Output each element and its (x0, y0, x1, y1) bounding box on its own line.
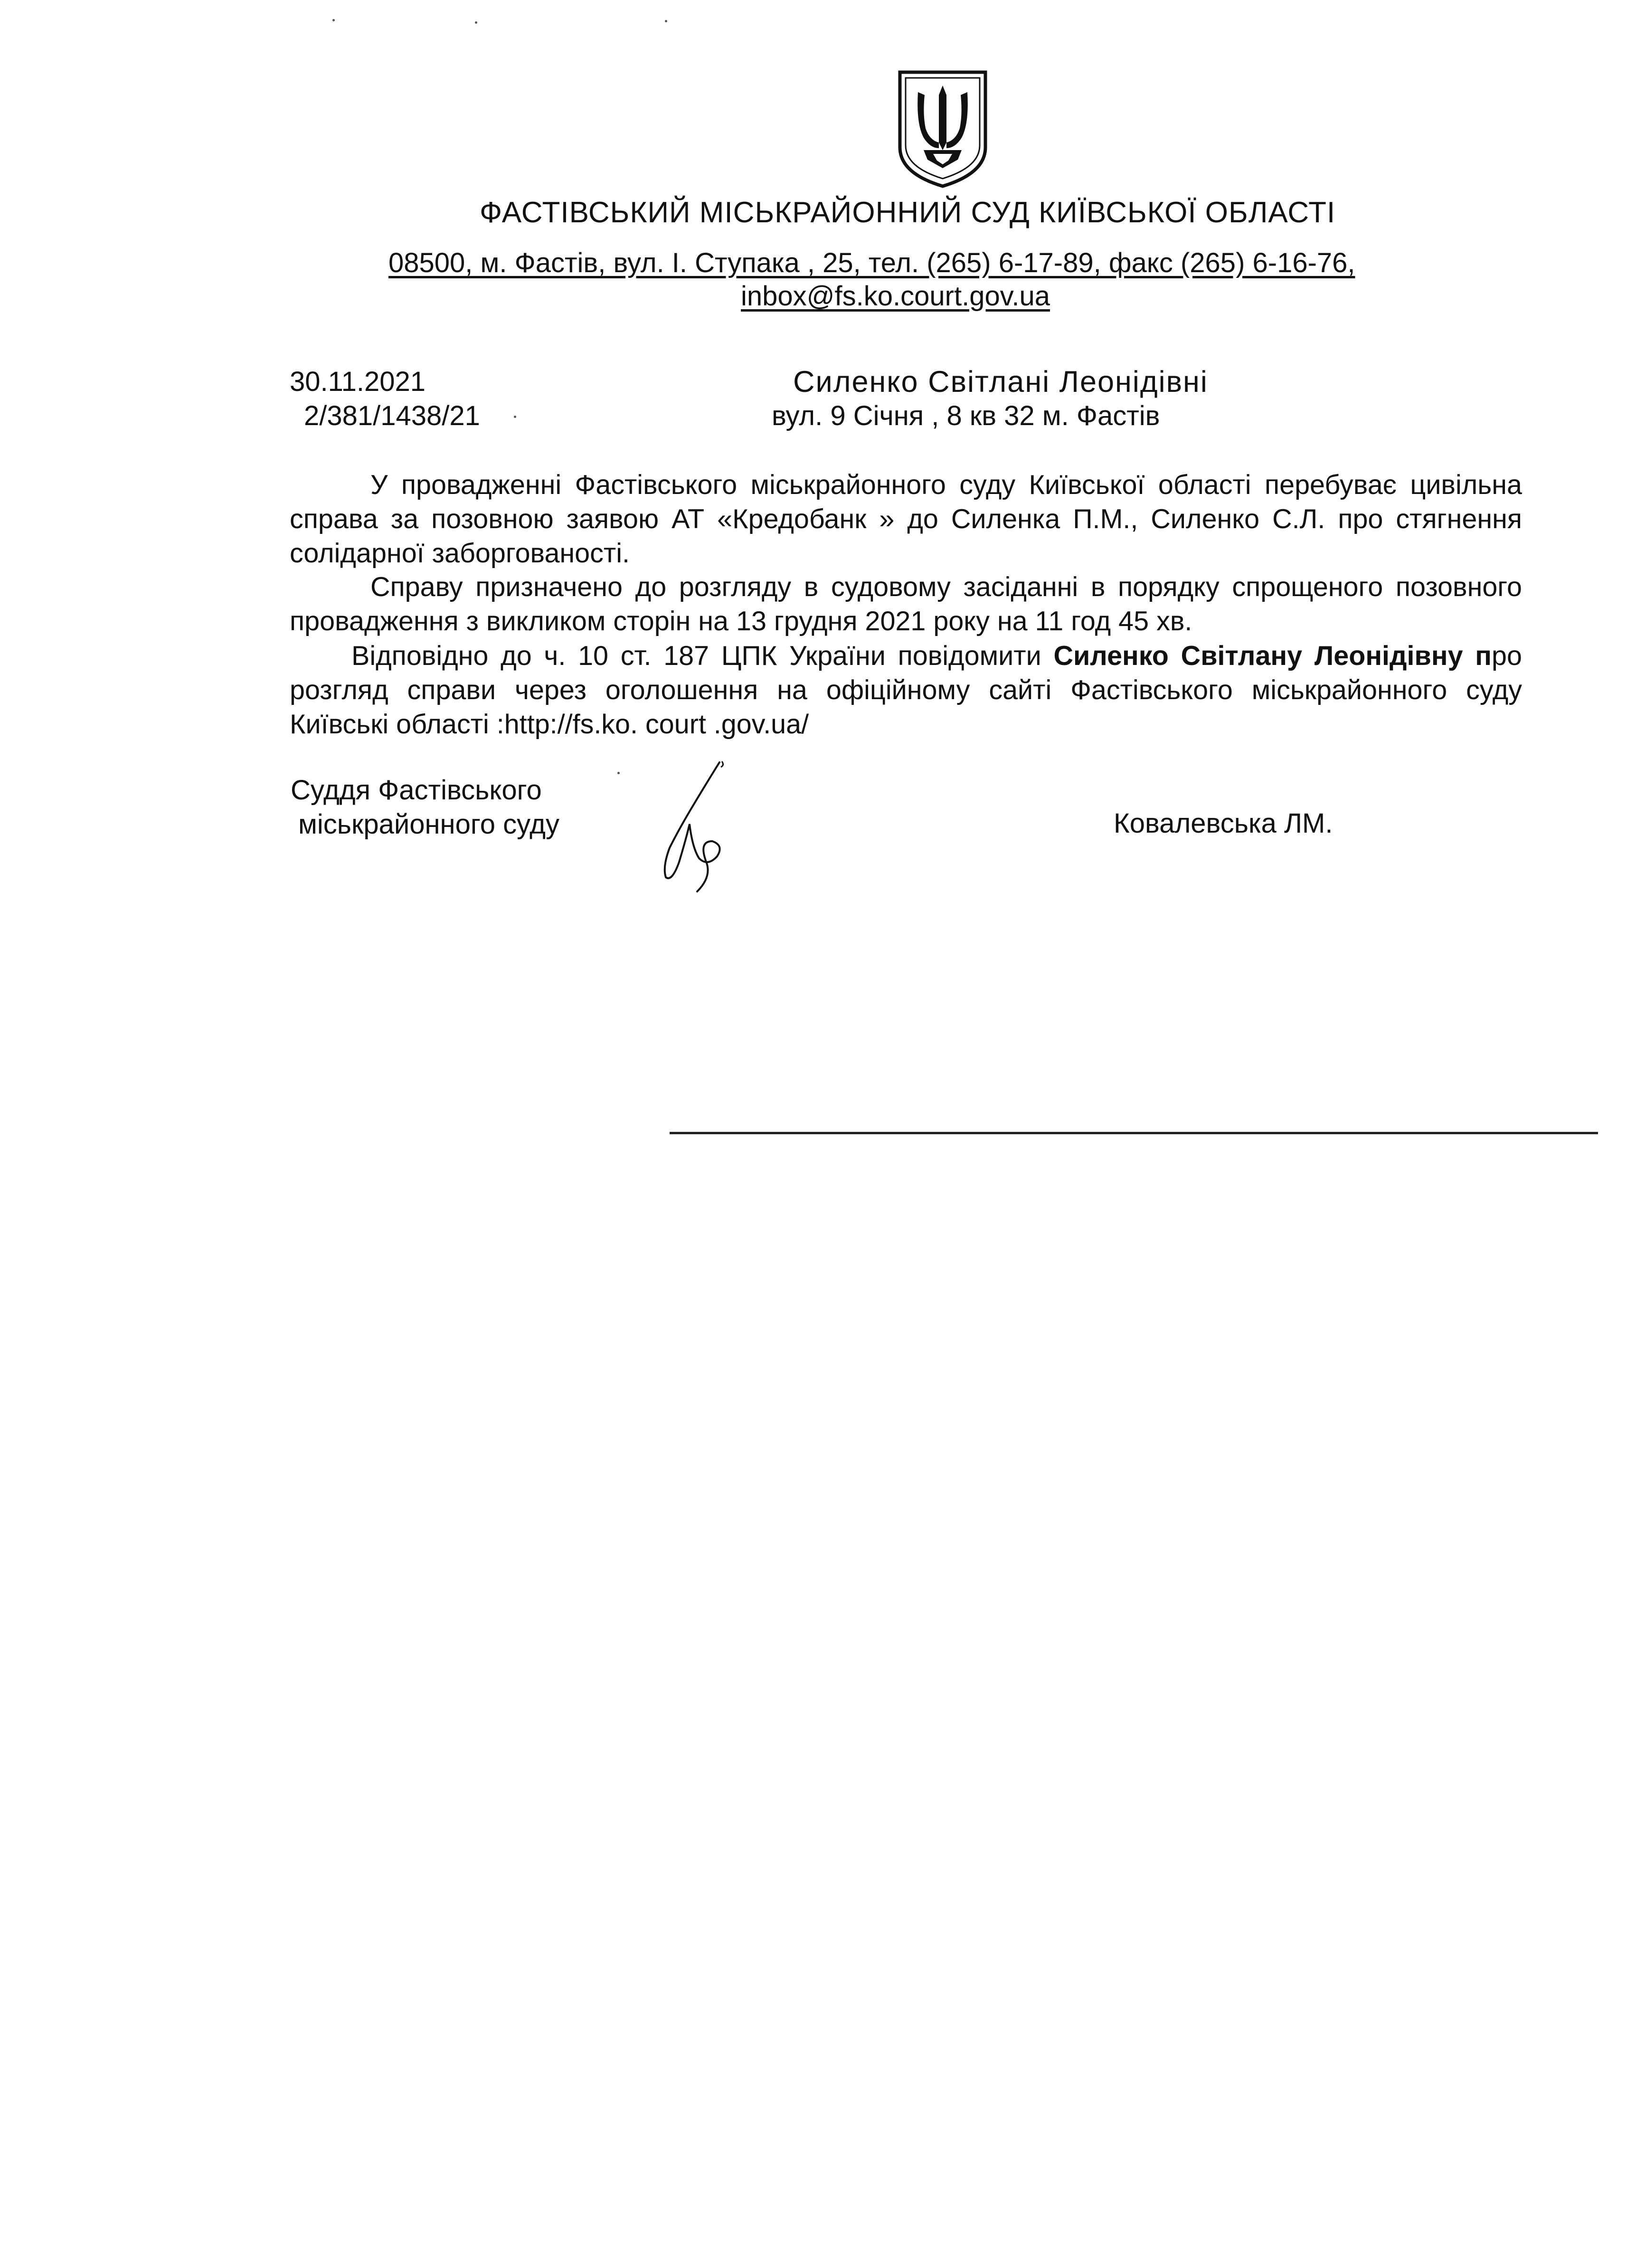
scan-speck (332, 19, 335, 21)
body-paragraph: Справу призначено до розгляду в судовому засіданні в порядку спрощеного позовного провадження з викликом сторін на 13 грудня 2021 року на 11 год 45 хв. (290, 572, 1522, 636)
paragraph-text: Відповідно до ч. 10 ст. 187 ЦПК України повідомити (351, 641, 1054, 671)
recipient-name-bold: Силенко Світлану Леонідівну п (1053, 641, 1492, 671)
court-email: inbox@fs.ko.court.gov.ua (741, 281, 1050, 312)
judge-position: Суддя Фастівського (291, 775, 542, 806)
letter-date: 30.11.2021 (290, 366, 426, 397)
handwritten-signature (636, 753, 746, 895)
case-reference: 2/381/1438/21 (304, 400, 480, 431)
court-address: 08500, м. Фастів, вул. І. Ступака , 25, тел. (265) 6-17-89, факс (265) 6-16-76, (388, 247, 1355, 278)
scan-speck (617, 772, 620, 774)
court-name: ФАСТІВСЬКИЙ МІСЬКРАЙОННИЙ СУД КИЇВСЬКОЇ ОБЛАСТІ (480, 196, 1336, 229)
body-paragraph (290, 639, 1522, 741)
body-paragraph: У провадженні Фастівського міськрайонного суду Київської області перебуває цивільна справа за позовною заявою АТ «Кредобанк » до Силенка П.М., Силенко С.Л. про стягнення солідарної заборгованості. (290, 470, 1522, 569)
recipient-address: вул. 9 Січня , 8 кв 32 м. Фастів (772, 400, 1160, 431)
scan-speck (665, 20, 667, 22)
recipient-name: Силенко Світлані Леонідівні (793, 365, 1208, 399)
paragraph-text: ро розгляд справи через оголошення на офіційному сайті Фастівського міськрайонного суду Київські області :http://fs.ko. court .gov.ua/ (290, 641, 1522, 740)
judge-name: Ковалевська ЛМ. (1114, 808, 1333, 839)
coat-of-arms-icon (895, 66, 990, 190)
scan-speck (514, 416, 516, 418)
horizontal-rule (670, 1132, 1598, 1134)
judge-court: міськрайонного суду (298, 809, 560, 840)
scan-speck (475, 21, 477, 24)
